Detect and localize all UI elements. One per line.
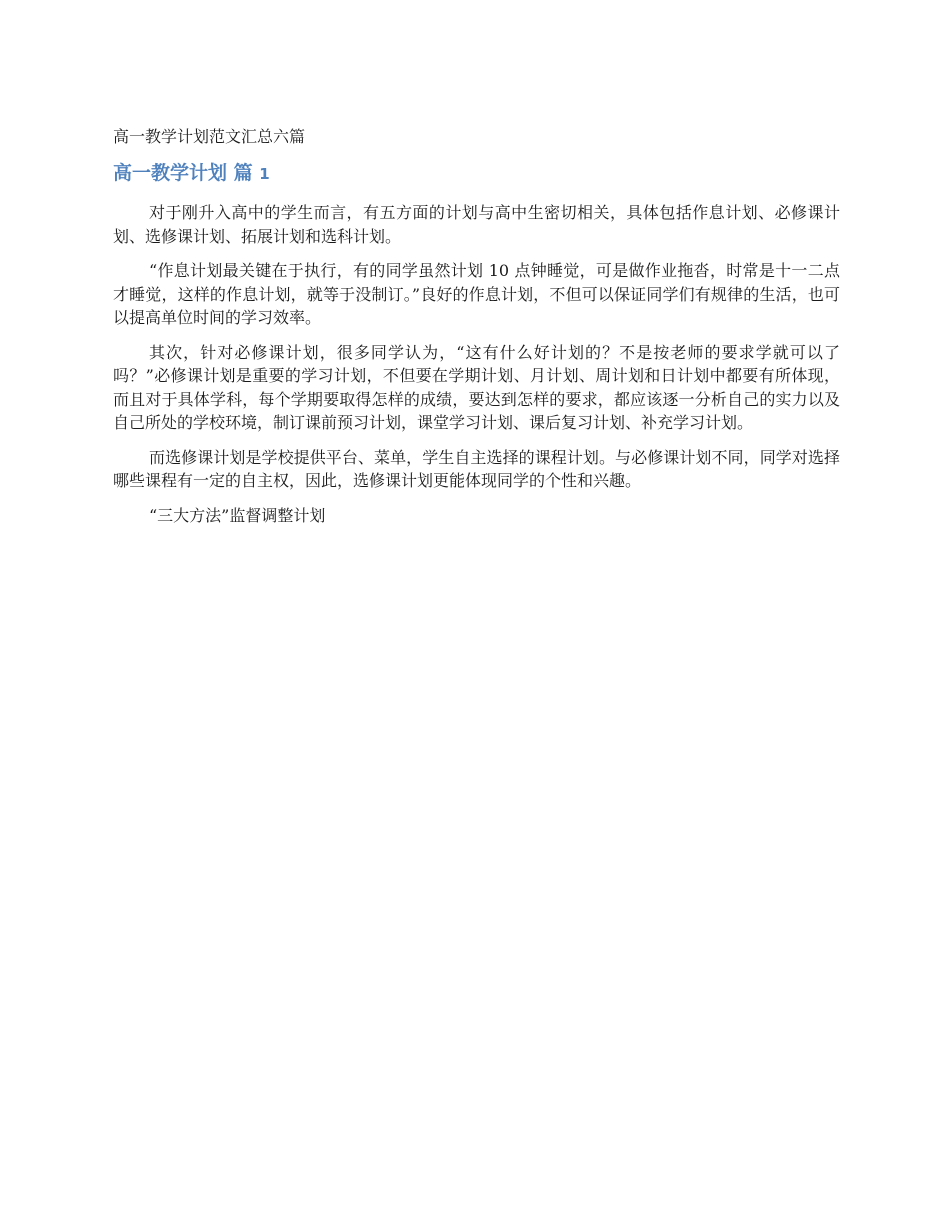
document-page (113, 126, 840, 538)
section-heading-text: 高一教学计划 篇 (113, 162, 253, 184)
paragraph: 而选修课计划是学校提供平台、菜单，学生自主选择的课程计划。与必修课计划不同，同学对选择哪些课程有一定的自主权，因此，选修课计划更能体现同学的个性和兴趣。 (113, 447, 840, 490)
document-title: 高一教学计划范文汇总六篇 (113, 127, 306, 146)
section-heading-number: 1 (259, 165, 270, 183)
section-heading (113, 160, 840, 187)
paragraph: 对于刚升入高中的学生而言，有五方面的计划与高中生密切相关，具体包括作息计划、必修课计划、选修课计划、拓展计划和选科计划。 (113, 203, 840, 246)
paragraph: “作息计划最关键在于执行，有的同学虽然计划 10 点钟睡觉，可是做作业拖沓，时常是十一二点才睡觉，这样的作息计划，就等于没制订。”良好的作息计划，不但可以保证同学们有规律的生活，也可以提高单位时间的学习效率。 (113, 261, 840, 327)
paragraph: 其次，针对必修课计划，很多同学认为，“这有什么好计划的？不是按老师的要求学就可以了吗？”必修课计划是重要的学习计划，不但要在学期计划、月计划、周计划和日计划中都要有所体现，而且对于具体学科，每个学期要取得怎样的成绩，要达到怎样的要求，都应该逐一分析自己的实力以及自己所处的学校环境，制订课前预习计划，课堂学习计划、课后复习计划、补充学习计划。 (113, 342, 840, 432)
paragraph: “三大方法”监督调整计划 (149, 505, 326, 525)
